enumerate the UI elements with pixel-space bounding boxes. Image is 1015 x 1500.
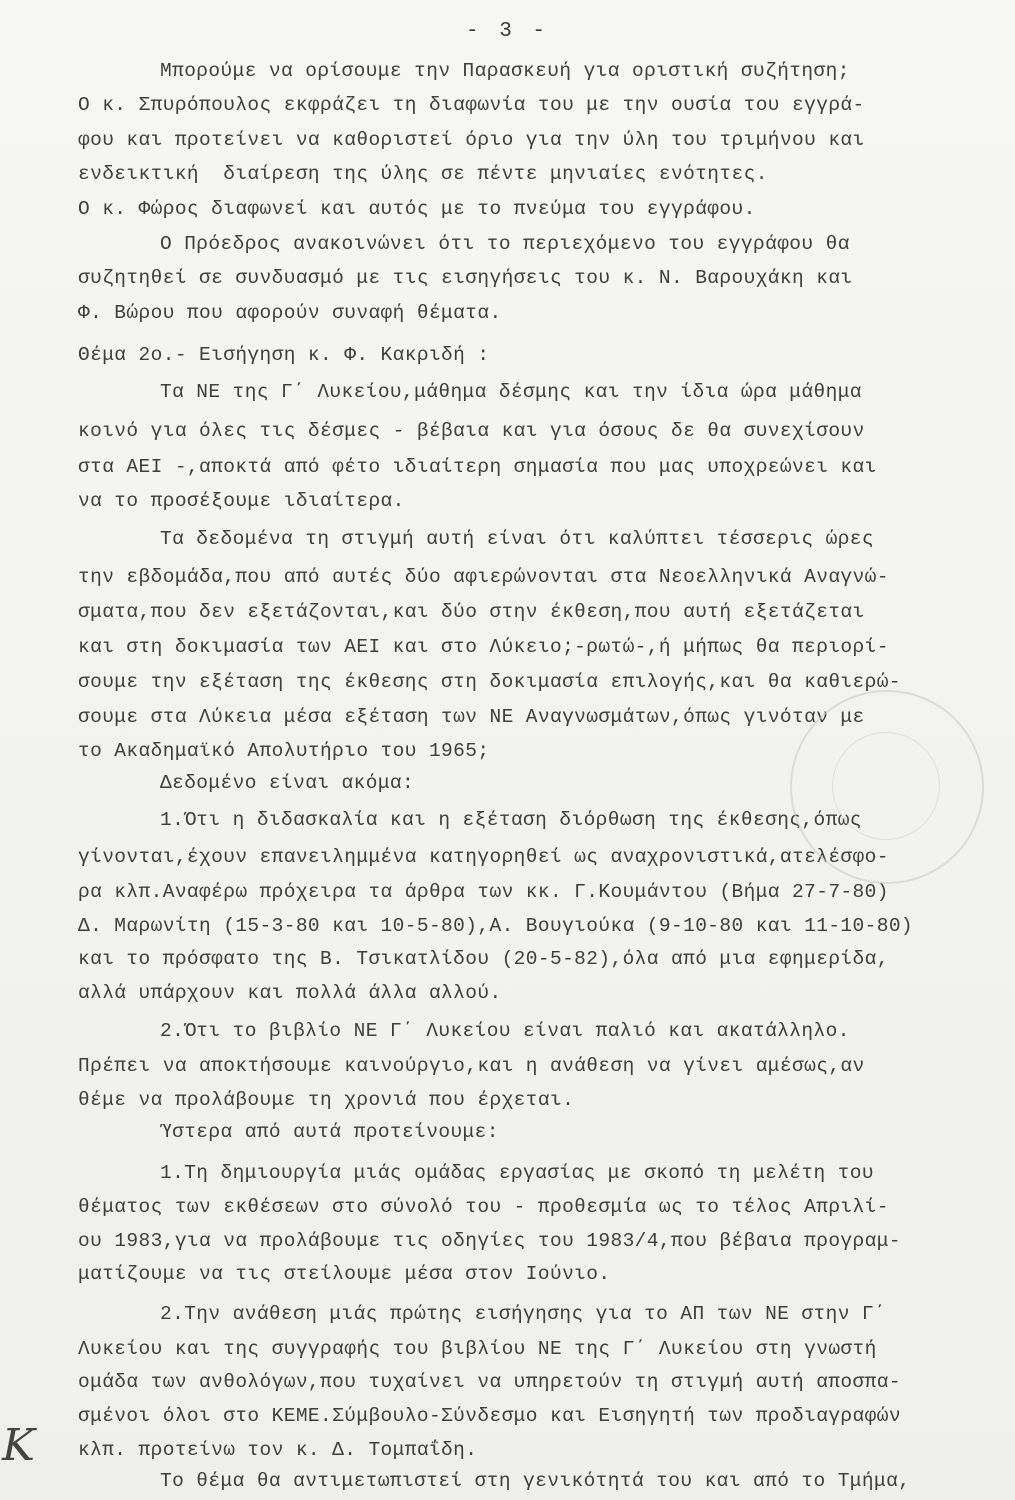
text-line: ενδεικτική διαίρεση της ύλης σε πέντε μηνιαίες ενότητες. <box>78 163 768 185</box>
text-line: Τα ΝΕ της Γ΄ Λυκείου,μάθημα δέσμης και την ίδια ώρα μάθημα <box>160 381 862 403</box>
text-line: Μπορούμε να ορίσουμε την Παρασκευή για οριστική συζήτηση; <box>160 60 850 82</box>
text-line: και στη δοκιμασία των ΑΕΙ και στο Λύκειο;-ρωτώ-,ή μήπως θα περιορί- <box>78 636 889 658</box>
page-number: - 3 - <box>465 20 549 43</box>
text-line: 2.Ότι το βιβλίο ΝΕ Γ΄ Λυκείου είναι παλιό και ακατάλληλο. <box>160 1020 850 1042</box>
text-line: φου και προτείνει να καθοριστεί όριο για την ύλη του τριμήνου και <box>78 129 865 151</box>
text-line: Ο Πρόεδρος ανακοινώνει ότι το περιεχόμενο του εγγράφου θα <box>160 233 850 255</box>
text-line: ομάδα των ανθολόγων,που τυχαίνει να υπηρετούν τη στιγμή αυτή αποσπα- <box>78 1371 901 1393</box>
text-line: Το θέμα θα αντιμετωπιστεί στη γενικότητά του και από το Τμήμα, <box>160 1470 911 1492</box>
text-line: Λυκείου και της συγγραφής του βιβλίου ΝΕ της Γ΄ Λυκείου στη γνωστή <box>78 1338 877 1360</box>
text-line: Πρέπει να αποκτήσουμε καινούργιο,και η ανάθεση να γίνει αμέσως,αν <box>78 1055 865 1077</box>
text-line: θέμε να προλάβουμε τη χρονιά που έρχεται. <box>78 1089 575 1111</box>
text-line: να το προσέξουμε ιδιαίτερα. <box>78 490 405 512</box>
text-line: θέματος των εκθέσεων στο σύνολό του - προθεσμία ως το τέλος Απριλί- <box>78 1196 889 1218</box>
text-line: ματίζουμε να τις στείλουμε μέσα στον Ιούνιο. <box>78 1263 611 1285</box>
text-line: Φ. Βώρου που αφορούν συναφή θέματα. <box>78 302 502 324</box>
text-line: Τα δεδομένα τη στιγμή αυτή είναι ότι καλύπτει τέσσερις ώρες <box>160 528 875 550</box>
text-line: Ύστερα από αυτά προτείνουμε: <box>160 1121 499 1143</box>
text-line: ρα κλπ.Αναφέρω πρόχειρα τα άρθρα των κκ. Γ.Κουμάντου (Βήμα 27-7-80) <box>78 881 889 903</box>
text-line: κοινό για όλες τις δέσμες - βέβαια και για όσους δε θα συνεχίσουν <box>78 420 865 442</box>
text-line: το Ακαδημαϊκό Απολυτήριο του 1965; <box>78 740 490 762</box>
text-line: Δ. Μαρωνίτη (15-3-80 και 10-5-80),Α. Βουγιούκα (9-10-80 και 11-10-80) <box>78 915 914 937</box>
text-line: σουμε την εξέταση της έκθεσης στη δοκιμασία επιλογής,και θα καθιερώ- <box>78 671 901 693</box>
text-line: την εβδομάδα,που από αυτές δύο αφιερώνονται στα Νεοελληνικά Αναγνώ- <box>78 566 889 588</box>
handwritten-initials: Κ <box>2 1420 35 1471</box>
text-line: σματα,που δεν εξετάζονται,και δύο στην έκθεση,που αυτή εξετάζεται <box>78 601 865 623</box>
text-line: σουμε στα Λύκεια μέσα εξέταση των ΝΕ Αναγνωσμάτων,όπως γινόταν με <box>78 706 865 728</box>
text-line: 2.Την ανάθεση μιάς πρώτης εισήγησης για το ΑΠ των ΝΕ στην Γ΄ <box>160 1303 887 1325</box>
official-stamp <box>790 690 984 884</box>
text-line: ου 1983,για να προλάβουμε τις οδηγίες του 1983/4,που βέβαια προγραμ- <box>78 1230 901 1252</box>
text-line: σμένοι όλοι στο ΚΕΜΕ.Σύμβουλο-Σύνδεσμο και Εισηγητή των προδιαγραφών <box>78 1405 901 1427</box>
text-line: 1.Τη δημιουργία μιάς ομάδας εργασίας με σκοπό τη μελέτη του <box>160 1162 875 1184</box>
text-line: κλπ. προτείνω τον κ. Δ. Τομπαΐδη. <box>78 1439 478 1461</box>
text-line: συζητηθεί σε συνδυασμό με τις εισηγήσεις του κ. Ν. Βαρουχάκη και <box>78 267 853 289</box>
text-line: και το πρόσφατο της Β. Τσικατλίδου (20-5-82),όλα από μια εφημερίδα, <box>78 948 889 970</box>
text-line: στα ΑΕΙ -,αποκτά από φέτο ιδιαίτερη σημασία που μας υποχρεώνει και <box>78 456 877 478</box>
text-line: Ο κ. Σπυρόπουλος εκφράζει τη διαφωνία του με την ουσία του εγγρά- <box>78 94 865 116</box>
section-heading: Θέμα 2ο.- Εισήγηση κ. Φ. Κακριδή : <box>78 344 490 366</box>
text-line: 1.Ότι η διδασκαλία και η εξέταση διόρθωση της έκθεσης,όπως <box>160 809 862 831</box>
text-line: γίνονται,έχουν επανειλημμένα κατηγορηθεί ως αναχρονιστικά,ατελέσφο- <box>78 846 889 868</box>
text-line: αλλά υπάρχουν και πολλά άλλα αλλού. <box>78 982 502 1004</box>
text-line: Δεδομένο είναι ακόμα: <box>160 772 415 794</box>
text-line: Ο κ. Φώρος διαφωνεί και αυτός με το πνεύμα του εγγράφου. <box>78 198 756 220</box>
